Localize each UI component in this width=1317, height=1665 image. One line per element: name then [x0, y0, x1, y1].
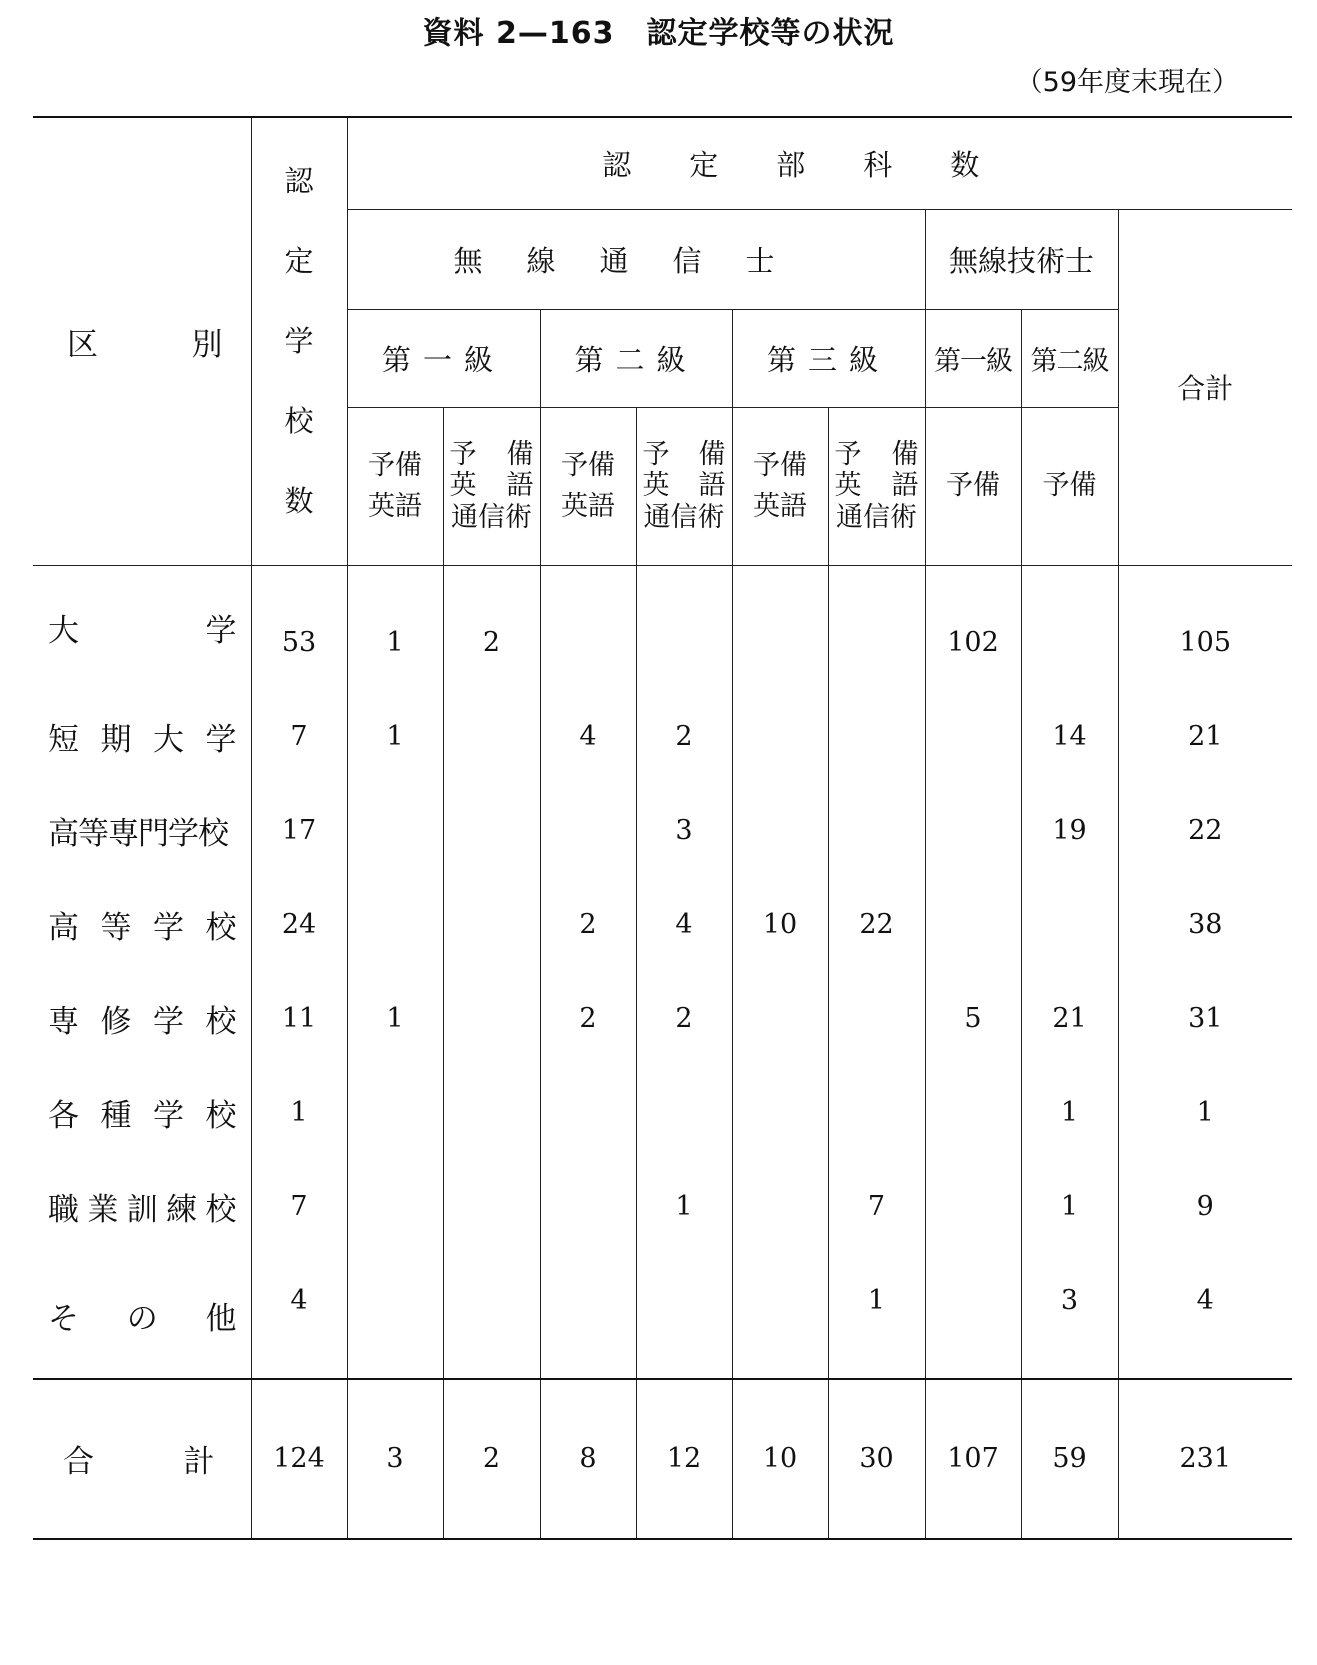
total-cell: 12 — [636, 1379, 732, 1539]
cell — [732, 972, 828, 1066]
cell — [828, 1066, 925, 1160]
cell — [540, 1160, 636, 1254]
cell — [732, 784, 828, 878]
cell: 5 — [925, 972, 1021, 1066]
cell: 21 — [1021, 972, 1118, 1066]
header-musen-gijutsushi: 無線技術士 — [925, 209, 1118, 309]
title-text: 認定学校等の状況 — [646, 16, 895, 51]
cell-schools: 17 — [251, 784, 347, 878]
header-dai1kyu: 第一級 — [347, 309, 540, 407]
row-label: 各種学校 — [33, 1066, 251, 1160]
cell: 19 — [1021, 784, 1118, 878]
header-gijutsu-dai1kyu: 第一級 — [925, 309, 1021, 407]
cell: 2 — [540, 972, 636, 1066]
cell: 10 — [732, 878, 828, 972]
cell-schools: 1 — [251, 1066, 347, 1160]
cell — [443, 784, 540, 878]
cell: 2 — [636, 972, 732, 1066]
header-sub-yobi-eigo: 予備 英語 — [540, 407, 636, 565]
table-row — [33, 690, 1292, 784]
cell: 3 — [636, 784, 732, 878]
cell — [925, 878, 1021, 972]
total-cell: 8 — [540, 1379, 636, 1539]
cell: 102 — [925, 565, 1021, 690]
cell — [925, 784, 1021, 878]
cell — [732, 1160, 828, 1254]
cell — [540, 1254, 636, 1379]
cell — [636, 1254, 732, 1379]
cell — [540, 1066, 636, 1160]
row-label: 短期大学 — [33, 690, 251, 784]
cell-schools: 53 — [251, 565, 347, 690]
date-note: （59年度末現在） — [1015, 67, 1239, 98]
certified-schools-table — [33, 116, 1292, 1540]
total-cell: 3 — [347, 1379, 443, 1539]
cell — [828, 690, 925, 784]
cell-total: 1 — [1118, 1066, 1292, 1160]
header-sub-yobi: 予備 — [925, 407, 1021, 565]
cell — [443, 690, 540, 784]
cell-schools: 7 — [251, 690, 347, 784]
grand-total: 231 — [1118, 1379, 1292, 1539]
cell: 22 — [828, 878, 925, 972]
total-row — [33, 1379, 1292, 1539]
cell: 2 — [443, 565, 540, 690]
page-title — [0, 8, 1317, 52]
cell — [732, 565, 828, 690]
total-cell: 59 — [1021, 1379, 1118, 1539]
cell — [540, 565, 636, 690]
cell-total: 22 — [1118, 784, 1292, 878]
cell — [540, 784, 636, 878]
cell — [732, 1066, 828, 1160]
cell: 2 — [540, 878, 636, 972]
table-row — [33, 1066, 1292, 1160]
cell-total: 31 — [1118, 972, 1292, 1066]
cell-total: 9 — [1118, 1160, 1292, 1254]
cell — [443, 972, 540, 1066]
cell: 1 — [347, 565, 443, 690]
cell: 4 — [636, 878, 732, 972]
row-label: 職業訓練校 — [33, 1160, 251, 1254]
cell: 1 — [1021, 1066, 1118, 1160]
row-label: 高等専門学校 — [33, 784, 251, 878]
total-cell: 2 — [443, 1379, 540, 1539]
header-sub-yobi-eigo: 予備 英語 — [347, 407, 443, 565]
cell — [636, 565, 732, 690]
cell: 1 — [828, 1254, 925, 1379]
cell — [828, 565, 925, 690]
total-cell: 107 — [925, 1379, 1021, 1539]
cell: 1 — [1021, 1160, 1118, 1254]
title-label: 資料 2—163 — [422, 16, 615, 51]
cell: 1 — [347, 972, 443, 1066]
cell-total: 21 — [1118, 690, 1292, 784]
cell — [443, 1254, 540, 1379]
cell — [636, 1066, 732, 1160]
cell — [925, 1066, 1021, 1160]
cell: 3 — [1021, 1254, 1118, 1379]
header-nintei-bukasu: 認定部科数 — [347, 117, 1292, 209]
row-label: 大学 — [33, 565, 251, 690]
cell — [925, 690, 1021, 784]
cell — [347, 878, 443, 972]
cell-total: 4 — [1118, 1254, 1292, 1379]
table-row — [33, 972, 1292, 1066]
cell-total: 105 — [1118, 565, 1292, 690]
total-cell: 10 — [732, 1379, 828, 1539]
cell — [828, 784, 925, 878]
cell — [732, 1254, 828, 1379]
header-dai3kyu: 第三級 — [732, 309, 925, 407]
row-label: 高等学校 — [33, 878, 251, 972]
header-sub-yobi-eigo: 予備 英語 — [732, 407, 828, 565]
header-gijutsu-dai2kyu: 第二級 — [1021, 309, 1118, 407]
total-cell: 30 — [828, 1379, 925, 1539]
table-row — [33, 1254, 1292, 1379]
cell-schools: 7 — [251, 1160, 347, 1254]
table-row — [33, 784, 1292, 878]
cell — [443, 1160, 540, 1254]
cell-schools: 4 — [251, 1254, 347, 1379]
cell — [1021, 878, 1118, 972]
cell: 4 — [540, 690, 636, 784]
table-row — [33, 1160, 1292, 1254]
header-sub-yobi-eigo-tsushin: 予 備 英 語 通信術 — [636, 407, 732, 565]
header-kubetsu: 区 別 — [33, 117, 251, 565]
header-dai2kyu: 第二級 — [540, 309, 732, 407]
table-row — [33, 878, 1292, 972]
cell — [925, 1254, 1021, 1379]
table-row — [33, 565, 1292, 690]
header-sub-yobi-eigo-tsushin: 予 備 英 語 通信術 — [828, 407, 925, 565]
header-gokei: 合計 — [1118, 209, 1292, 565]
cell — [443, 1066, 540, 1160]
header-sub-yobi-eigo-tsushin: 予 備 英 語 通信術 — [443, 407, 540, 565]
cell — [732, 690, 828, 784]
cell: 7 — [828, 1160, 925, 1254]
cell: 14 — [1021, 690, 1118, 784]
row-label: 専修学校 — [33, 972, 251, 1066]
cell: 2 — [636, 690, 732, 784]
cell — [347, 1254, 443, 1379]
cell — [443, 878, 540, 972]
cell: 1 — [636, 1160, 732, 1254]
total-schools: 124 — [251, 1379, 347, 1539]
cell-schools: 24 — [251, 878, 347, 972]
cell — [925, 1160, 1021, 1254]
cell: 1 — [347, 690, 443, 784]
cell — [347, 1160, 443, 1254]
cell — [828, 972, 925, 1066]
total-label: 合 計 — [33, 1379, 251, 1539]
header-musen-tsushinshi: 無線通信士 — [347, 209, 925, 309]
cell-total: 38 — [1118, 878, 1292, 972]
cell — [347, 1066, 443, 1160]
cell-schools: 11 — [251, 972, 347, 1066]
header-school-count: 認 定 学 校 数 — [251, 117, 347, 565]
header-sub-yobi: 予備 — [1021, 407, 1118, 565]
cell — [1021, 565, 1118, 690]
cell — [347, 784, 443, 878]
row-label: その他 — [33, 1254, 251, 1379]
